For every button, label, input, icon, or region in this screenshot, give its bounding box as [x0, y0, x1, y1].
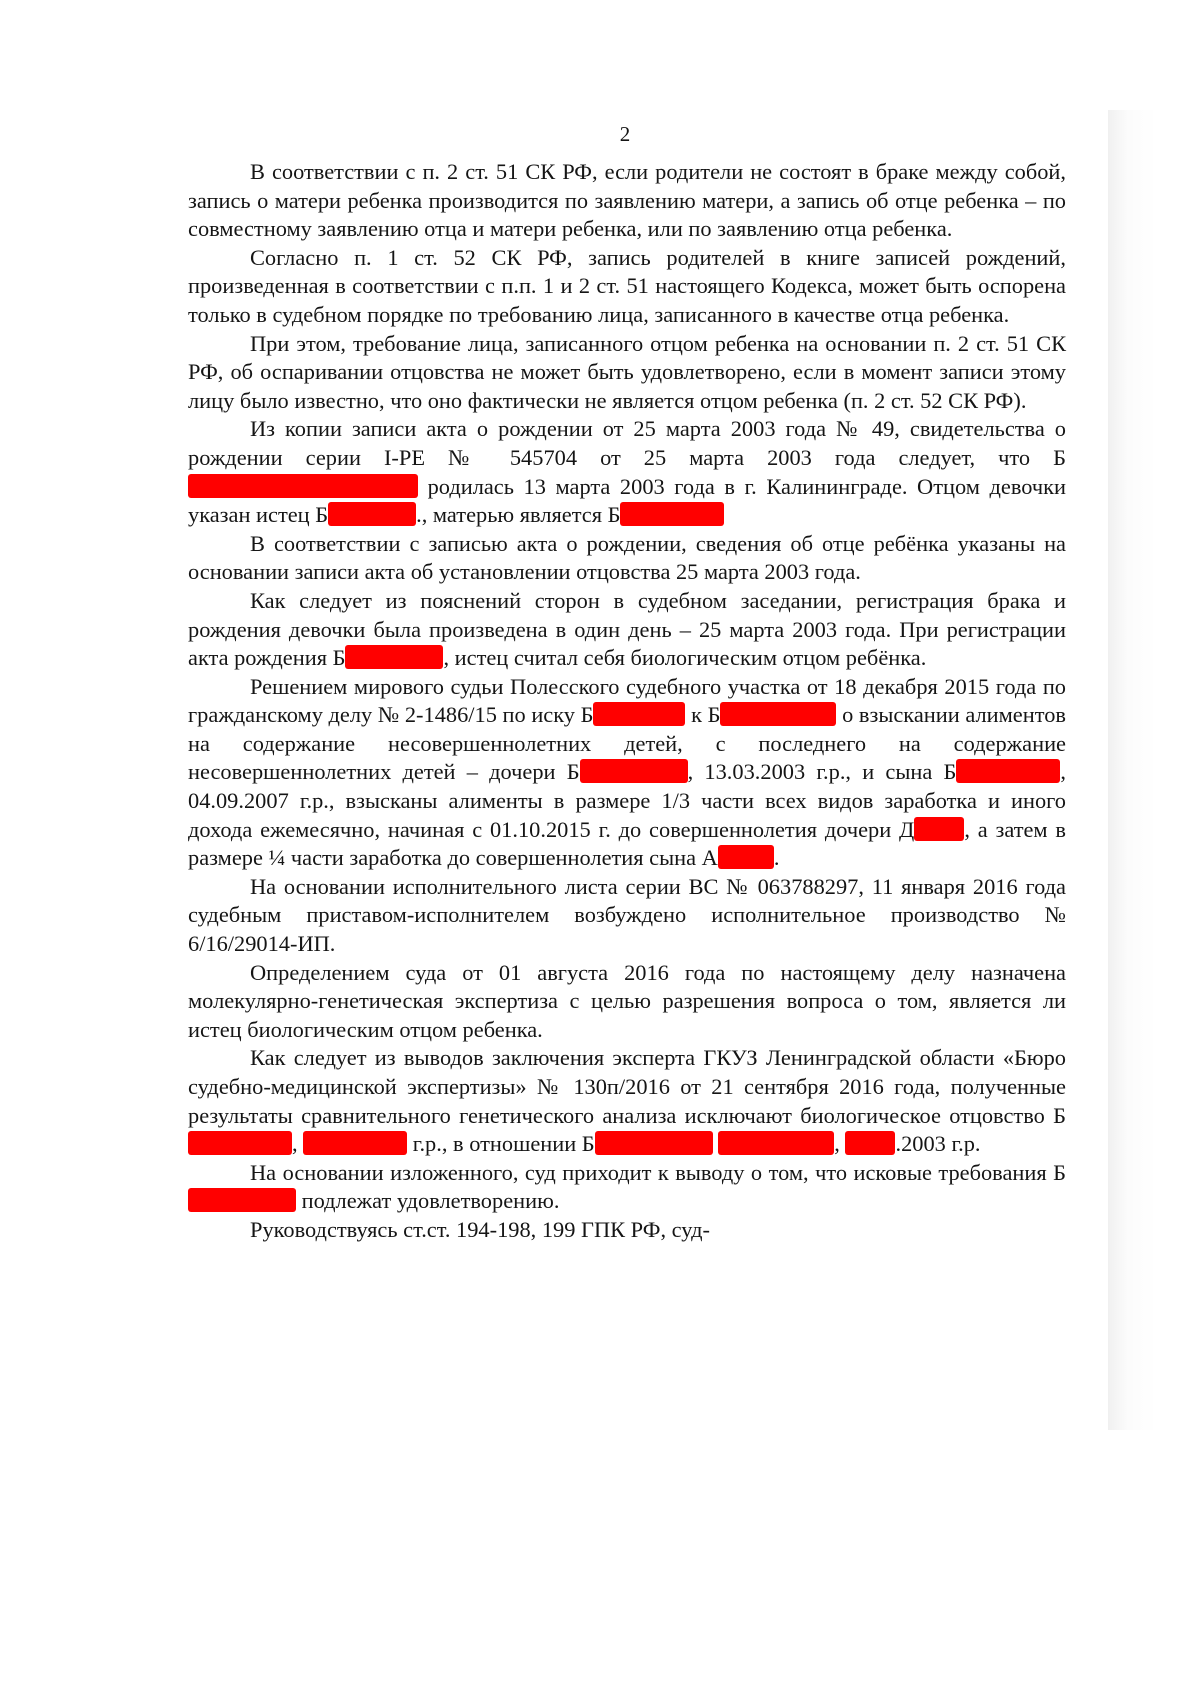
paragraph — [188, 415, 1066, 529]
text-segment: .2003 г.р. — [895, 1131, 981, 1157]
redaction-block — [595, 1131, 713, 1155]
document-body — [188, 158, 1066, 1245]
redaction-block — [188, 1131, 292, 1155]
redaction-block — [188, 1188, 296, 1212]
redaction-block — [720, 702, 836, 726]
text-segment: подлежат удовлетворению. — [296, 1188, 560, 1214]
paragraph — [188, 673, 1066, 873]
text-segment: Из копии записи акта о рождении от 25 марта 2003 года № 49, свидетельства о рождении серии I-РЕ № 545704 от 25 марта 2003 года следует, что Б — [188, 416, 1066, 470]
text-segment: Решением мирового судьи Полесского судебного участка от 18 декабря 2015 года по гражданскому делу № 2-1486/15 по иску Б — [188, 673, 1066, 728]
redaction-block — [718, 845, 774, 869]
text-segment: На основании исполнительного листа серии ВС № 063788297, 11 января 2016 года судебным приставом-исполнителем возбуждено исполнительное производство № 6/16/29014-ИП. — [188, 873, 1066, 957]
paragraph — [188, 1216, 1066, 1245]
redaction-block — [620, 502, 724, 526]
text-segment: , — [292, 1131, 304, 1157]
paragraph — [188, 330, 1066, 416]
text-segment: , 13.03.2003 г.р., и сына Б — [687, 759, 957, 785]
text-segment: Руководствуясь ст.ст. 194-198, 199 ГПК РФ, суд- — [250, 1216, 710, 1242]
scan-edge-shadow — [1108, 110, 1158, 1430]
redaction-block — [718, 1131, 834, 1155]
text-segment: Как следует из пояснений сторон в судебном заседании, регистрация брака и рождения девочки была произведена в один день – 25 марта 2003 года. При регистрации акта рождения Б — [188, 587, 1066, 671]
text-segment: ., матерью является Б — [416, 502, 621, 528]
paragraph — [188, 587, 1066, 673]
paragraph — [188, 1044, 1066, 1158]
text-segment: о взыскании алиментов на содержание несовершеннолетних детей, с последнего на содержание несовершеннолетних детей – дочери Б — [188, 702, 1066, 785]
text-segment: Определением суда от 01 августа 2016 года по настоящему делу назначена молекулярно-генетическая экспертиза с целью разрешения вопроса о том, является ли истец биологическим отцом ребенка. — [188, 959, 1066, 1042]
text-segment: , — [834, 1131, 846, 1157]
redaction-block — [593, 702, 685, 726]
paragraph — [188, 158, 1066, 244]
redaction-block — [845, 1131, 895, 1155]
text-segment: родилась 13 марта 2003 года в г. Калининграде. Отцом девочки указан истец Б — [188, 473, 1066, 528]
paragraph — [188, 530, 1066, 587]
paragraph — [188, 1159, 1066, 1216]
redaction-block — [580, 759, 688, 783]
text-segment: Как следует из выводов заключения эксперта ГКУЗ Ленинградской области «Бюро судебно-медицинской экспертизы» № 130п/2016 от 21 сентября 2016 года, полученные результаты сравнительного генетического анализа исключают биологическое отцовство Б — [188, 1045, 1066, 1128]
text-segment: , а затем в размере ¼ части заработка до совершеннолетия сына А — [188, 816, 1066, 871]
redaction-block — [956, 759, 1060, 783]
redaction-block — [328, 502, 416, 526]
text-segment: На основании изложенного, суд приходит к выводу о том, что исковые требования Б — [250, 1159, 1066, 1185]
text-segment: . — [773, 845, 780, 871]
paragraph — [188, 873, 1066, 959]
paragraph — [188, 959, 1066, 1045]
text-segment: В соответствии с п. 2 ст. 51 СК РФ, если родители не состоят в браке между собой, запись о матери ребенка производится по заявлению матери, а запись об отце ребенка – по совместному заявлению отца и матери ребенка, или по заявлению отца ребенка. — [188, 159, 1066, 242]
redaction-block — [914, 817, 964, 841]
text-segment: При этом, требование лица, записанного отцом ребенка на основании п. 2 ст. 51 СК РФ, об оспаривании отцовства не может быть удовлетворено, если в момент записи этому лицу было известно, что оно фактически не является отцом ребенка (п. 2 ст. 52 СК РФ). — [188, 330, 1066, 413]
redaction-block — [345, 645, 443, 669]
text-segment: В соответствии с записью акта о рождении, сведения об отце ребёнка указаны на основании записи акта об установлении отцовства 25 марта 2003 года. — [188, 530, 1066, 585]
paragraph — [188, 244, 1066, 330]
page-number: 2 — [619, 122, 631, 146]
text-segment: , истец считал себя биологическим отцом ребёнка. — [443, 645, 927, 671]
text-segment: Согласно п. 1 ст. 52 СК РФ, запись родителей в книге записей рождений, произведенная в соответствии с п.п. 1 и 2 ст. 51 настоящего Кодекса, может быть оспорена только в судебном порядке по требованию лица, записанного в качестве отца ребенка. — [188, 244, 1066, 327]
redaction-block — [303, 1131, 407, 1155]
text-segment: к Б — [685, 702, 721, 728]
text-segment: , 04.09.2007 г.р., взысканы алименты в размере 1/3 части всех видов заработка и иного дохода ежемесячно, начиная с 01.10.2015 г. до совершеннолетия дочери Д — [188, 759, 1067, 842]
redaction-block — [188, 474, 418, 498]
text-segment: г.р., в отношении Б — [407, 1131, 595, 1157]
